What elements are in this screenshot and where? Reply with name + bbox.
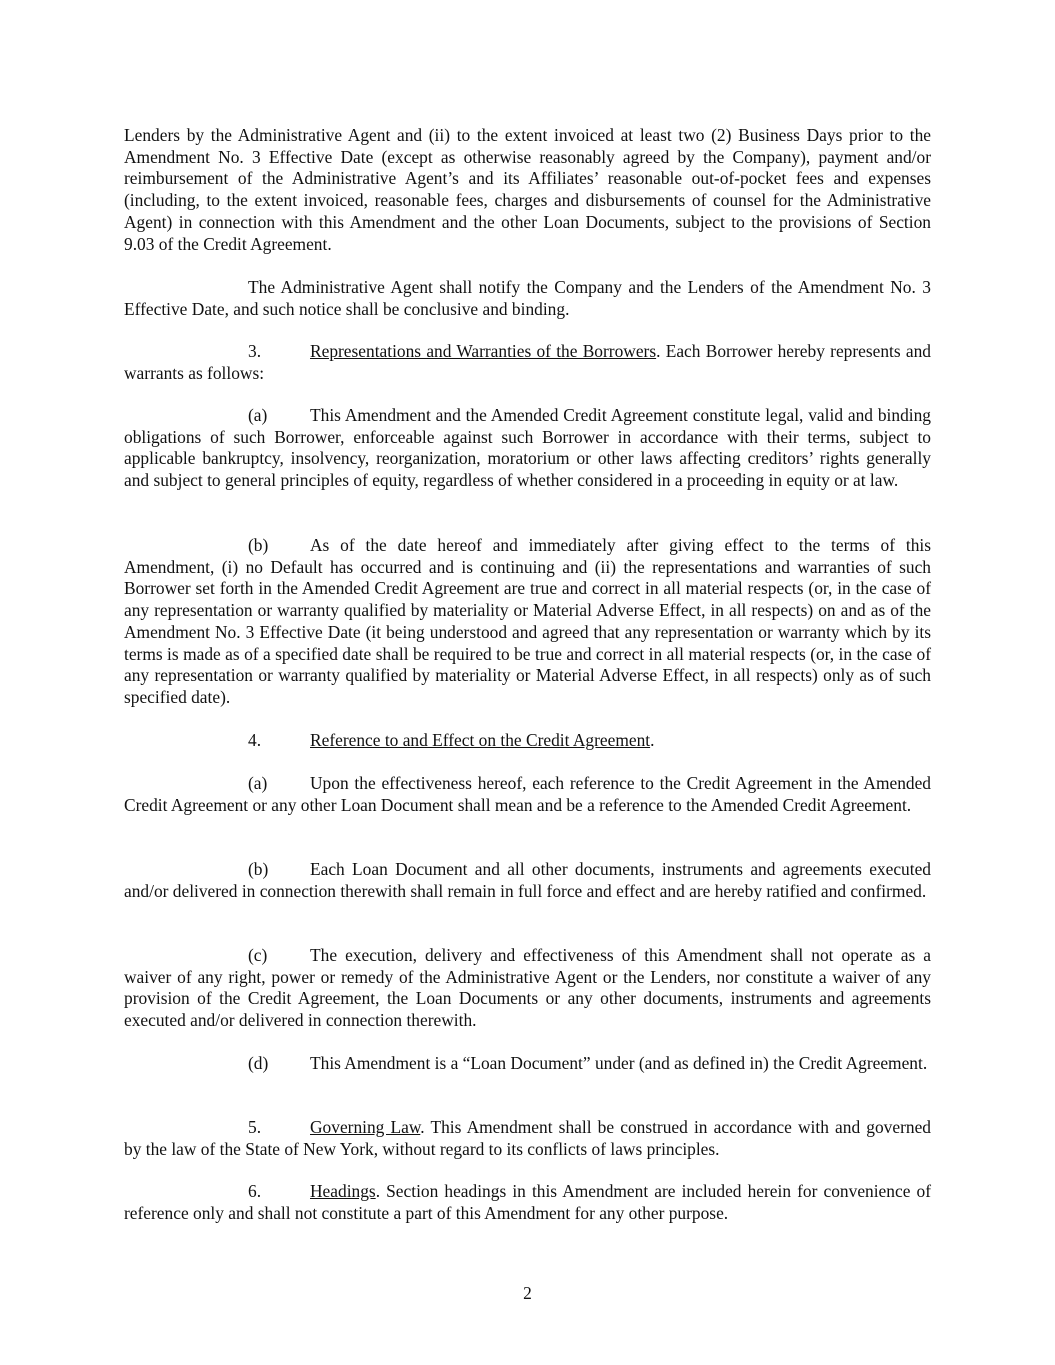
clause-label: (b) [248,859,269,879]
section-heading: Reference to and Effect on the Credit Agreement [310,730,651,750]
section-6-headings: 6. Headings. Section headings in this Amendment are included herein for convenience of reference only and shall not constitute a part of this Amendment for any other purpose. [124,1181,931,1223]
clause-label: (d) [248,1053,269,1073]
clause-4d: (d) This Amendment is a “Loan Document” under (and as defined in) the Credit Agreement. [248,1053,928,1073]
section-number: 6. [248,1181,262,1201]
clause-label: (b) [248,535,269,555]
paragraph-fees-continuation: Lenders by the Administrative Agent and (ii) to the extent invoiced at least two (2) Business Days prior to the Amendment No. 3 Effective Date (except as otherwise reasonably agreed by the Company), payment and/or reimbursement of the Administrative Agent’s and its Affiliates’ reasonable out-of-pocket fees and expenses (including, to the extent invoiced, reasonable fees, charges and disbursements of counsel for the Administrative Agent) in connection with this Amendment and the other Loan Documents, subject to the provisions of Section 9.03 of the Credit Agreement. [124,125,931,254]
section-4-reference: 4. Reference to and Effect on the Credit Agreement. [248,730,655,750]
clause-4c: (c) The execution, delivery and effectiveness of this Amendment shall not operate as a waiver of any right, power or remedy of the Administrative Agent or the Lenders, nor constitute a waiver of any provision of the Credit Agreement, the Loan Documents or any other documents, instruments and agreements executed and/or delivered in connection therewith. [124,945,931,1031]
clause-4a: (a) Upon the effectiveness hereof, each reference to the Credit Agreement in the Amended Credit Agreement or any other Loan Document shall mean and be a reference to the Amended Credit Agreement. [124,773,931,815]
clause-label: (a) [248,405,268,425]
page-number: 2 [523,1283,532,1303]
section-heading: Governing Law [310,1117,421,1137]
clause-3b: (b) As of the date hereof and immediately after giving effect to the terms of this Amendment, (i) no Default has occurred and is continuing and (ii) the representations and warranties of such Borrower set forth in the Amended Credit Agreement are true and correct in all material respects (or, in the case of any representation or warranty qualified by materiality or Material Adverse Effect, in all respects) on and as of the Amendment No. 3 Effective Date (it being understood and agreed that any representation or warranty which by its terms is made as of a specified date shall be required to be true and correct in all material respects (or, in the case of any representation or warranty qualified by materiality or Material Adverse Effect, in all respects) only as of such specified date). [124,535,931,707]
section-number: 3. [248,341,262,361]
section-heading: Representations and Warranties of the Borrowers [310,341,657,361]
section-number: 5. [248,1117,262,1137]
paragraph-notice: The Administrative Agent shall notify the Company and the Lenders of the Amendment No. 3 Effective Date, and such notice shall be conclusive and binding. [124,277,931,319]
section-heading: Headings [310,1181,376,1201]
section-number: 4. [248,730,262,750]
clause-4b: (b) Each Loan Document and all other documents, instruments and agreements executed and/or delivered in connection therewith shall remain in full force and effect and are hereby ratified and confirmed. [124,859,931,901]
clause-label: (c) [248,945,268,965]
section-3-representations: 3. Representations and Warranties of the Borrowers. Each Borrower hereby represents and warrants as follows: [124,341,932,383]
clause-3a: (a) This Amendment and the Amended Credit Agreement constitute legal, valid and binding obligations of such Borrower, enforceable against such Borrower in accordance with their terms, subject to applicable bankruptcy, insolvency, reorganization, moratorium or other laws affecting creditors’ rights generally and subject to general principles of equity, regardless of whether considered in a proceeding in equity or at law. [124,405,931,491]
clause-label: (a) [248,773,268,793]
section-5-governing-law: 5. Governing Law. This Amendment shall be construed in accordance with and governed by the law of the State of New York, without regard to its conflicts of laws principles. [124,1117,931,1159]
